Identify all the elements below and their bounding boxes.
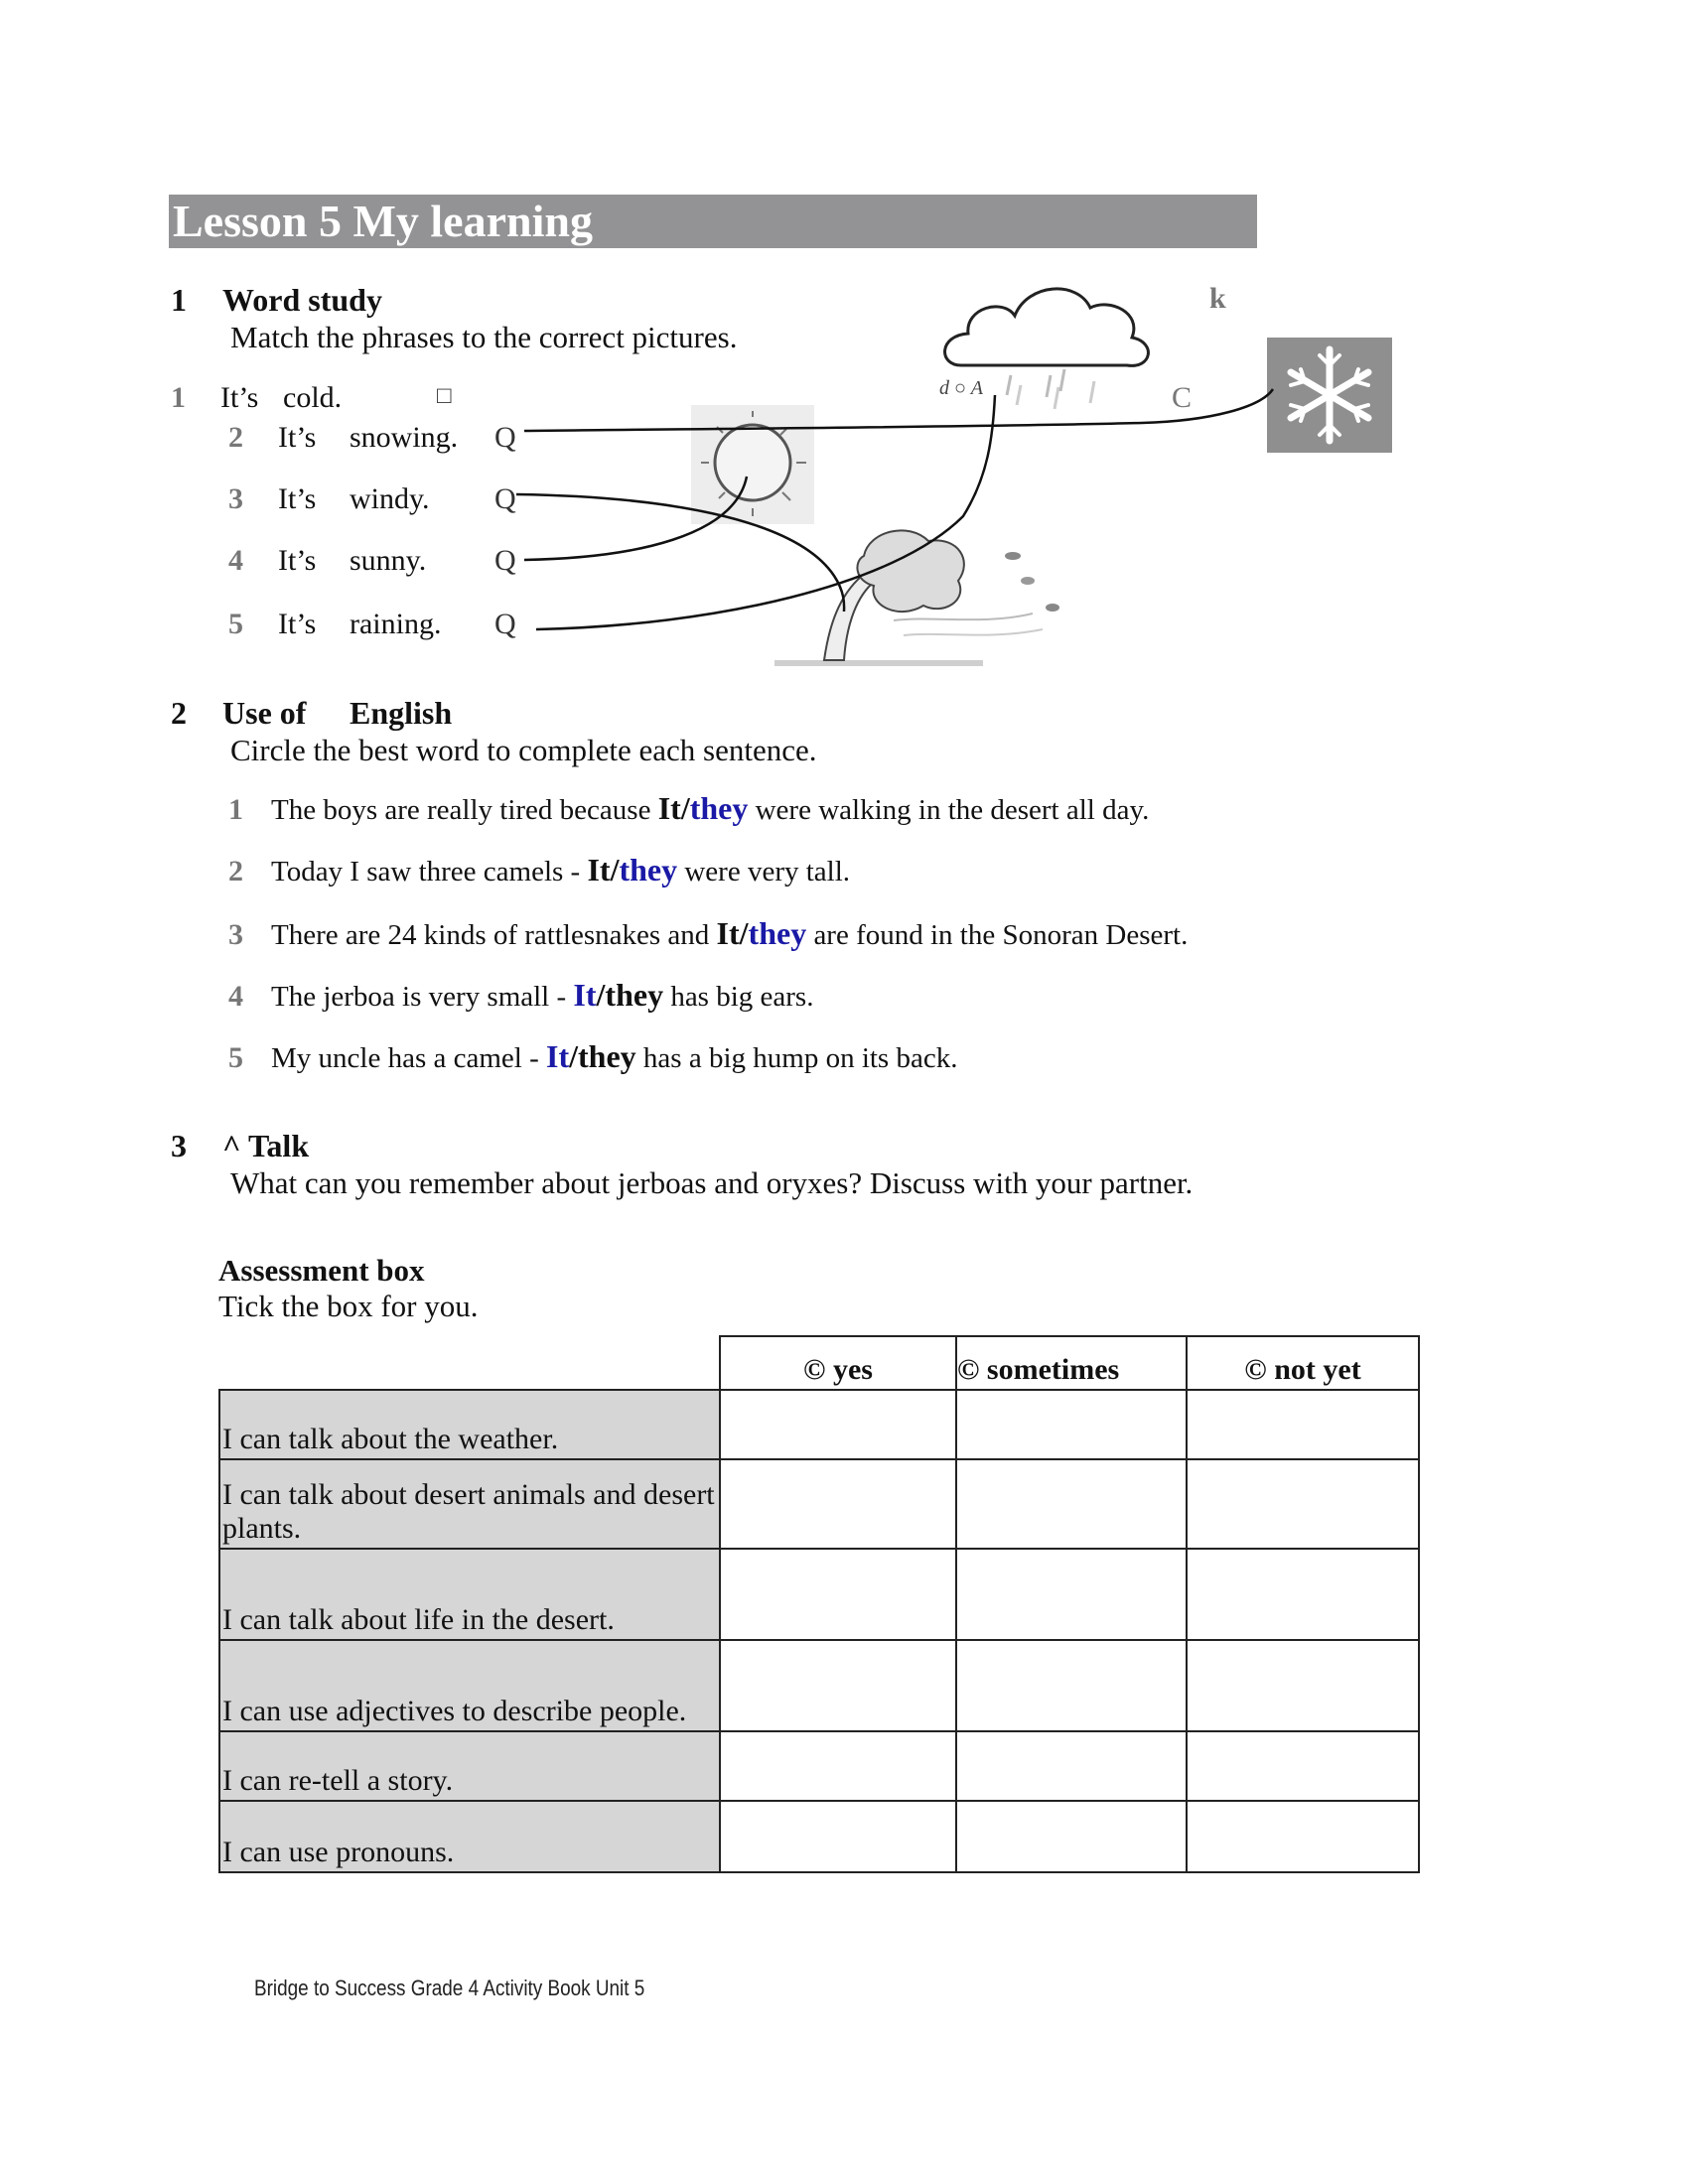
section-2-instruction: Circle the best word to complete each sentence. — [230, 733, 817, 767]
section-3-instruction: What can you remember about jerboas and oryxes? Discuss with your partner. — [230, 1165, 1194, 1200]
match-item-word: windy. — [350, 482, 430, 515]
sentence-before: There are 24 kinds of rattlesnakes and — [271, 919, 717, 951]
assessment-statement: I can talk about life in the desert. — [219, 1549, 720, 1640]
corner-letter-k: k — [1209, 282, 1226, 315]
sentence-after: are found in the Sonoran Desert. — [806, 919, 1189, 951]
assessment-row — [219, 1390, 1419, 1459]
choice-it[interactable]: It/ — [657, 790, 690, 826]
tick-box-not-yet[interactable] — [1187, 1731, 1419, 1801]
tick-box-yes[interactable] — [720, 1731, 956, 1801]
sentence-before: Today I saw three camels - — [271, 856, 588, 887]
match-item-its: It’s — [278, 544, 317, 577]
lesson-title: Lesson 5 My learning — [169, 195, 1257, 248]
section-1-instruction: Match the phrases to the correct pictures. — [230, 320, 738, 354]
match-marker[interactable]: Q — [494, 608, 516, 640]
section-2-number: 2 — [171, 695, 187, 731]
assessment-header-row — [219, 1336, 1419, 1390]
choice-they[interactable]: they — [689, 790, 749, 826]
assessment-row — [219, 1640, 1419, 1731]
choice-they[interactable]: /they — [596, 977, 664, 1013]
sentence-number: 4 — [228, 980, 243, 1013]
choice-they[interactable]: /they — [569, 1038, 636, 1074]
assessment-statement: I can use pronouns. — [219, 1801, 720, 1872]
match-item-its: It’s — [278, 482, 317, 515]
choice-it[interactable]: It — [573, 977, 597, 1013]
assessment-row — [219, 1731, 1419, 1801]
sentence-number: 3 — [228, 918, 243, 951]
tick-box-yes[interactable] — [720, 1640, 956, 1731]
section-3-number: 3 — [171, 1128, 187, 1163]
sentence-row — [228, 852, 850, 888]
match-item-its: It’s — [278, 608, 317, 640]
sentence-row — [228, 1038, 957, 1075]
tick-box-not-yet[interactable] — [1187, 1640, 1419, 1731]
choice-it[interactable]: It — [546, 1038, 570, 1074]
section-2-title-b: English — [350, 695, 453, 731]
assessment-statement: I can use adjectives to describe people. — [219, 1640, 720, 1731]
tick-box-yes[interactable] — [720, 1549, 956, 1640]
sentence-after: were very tall. — [677, 856, 851, 887]
sentence-row — [228, 915, 1188, 952]
match-item-word: sunny. — [350, 544, 427, 577]
tick-box-yes[interactable] — [720, 1390, 956, 1459]
choice-they[interactable]: they — [619, 852, 678, 887]
tick-box-sometimes[interactable] — [956, 1459, 1187, 1549]
sentence-before: The boys are really tired because — [271, 794, 658, 826]
sentence-before: The jerboa is very small - — [271, 981, 574, 1013]
match-item-word: snowing. — [350, 421, 459, 454]
tick-box-sometimes[interactable] — [956, 1801, 1187, 1872]
match-item-number: 3 — [228, 482, 243, 515]
snow-picture-label: C — [1172, 381, 1193, 414]
sentence-before: My uncle has a camel - — [271, 1042, 547, 1074]
choice-they[interactable]: they — [748, 915, 807, 951]
match-item-word: raining. — [350, 608, 442, 640]
tick-box-yes[interactable] — [720, 1801, 956, 1872]
column-header-yes: © yes — [720, 1336, 956, 1390]
column-header-sometimes: © sometimes — [956, 1336, 1187, 1390]
sentence-after: were walking in the desert all day. — [748, 794, 1150, 826]
tick-box-not-yet[interactable] — [1187, 1801, 1419, 1872]
assessment-statement: I can re-tell a story. — [219, 1731, 720, 1801]
match-marker[interactable]: Q — [494, 421, 516, 454]
assessment-table — [218, 1335, 1420, 1873]
match-checkbox[interactable]: □ — [437, 383, 452, 409]
assessment-instruction: Tick the box for you. — [218, 1289, 479, 1323]
snowflake-icon — [1267, 338, 1392, 453]
section-1-title: Word study — [222, 282, 382, 318]
match-item-number: 5 — [228, 608, 243, 640]
tick-box-sometimes[interactable] — [956, 1549, 1187, 1640]
assessment-statement: I can talk about desert animals and desert plants. — [219, 1459, 720, 1549]
match-marker[interactable]: Q — [494, 482, 516, 515]
match-item-number: 4 — [228, 544, 243, 577]
choice-it[interactable]: It/ — [716, 915, 749, 951]
sentence-row — [228, 977, 813, 1014]
match-item-its: It’s — [220, 381, 259, 414]
tick-box-sometimes[interactable] — [956, 1731, 1187, 1801]
weather-pictures — [0, 0, 1688, 715]
sentence-after: has a big hump on its back. — [635, 1042, 958, 1074]
tick-box-not-yet[interactable] — [1187, 1459, 1419, 1549]
match-marker[interactable]: Q — [494, 544, 516, 577]
sentence-number: 2 — [228, 855, 243, 887]
section-3-title: ^ Talk — [222, 1128, 310, 1163]
tick-box-sometimes[interactable] — [956, 1390, 1187, 1459]
column-header-not-yet: © not yet — [1187, 1336, 1419, 1390]
match-item-number: 1 — [171, 381, 186, 414]
match-item-word: cold. — [283, 381, 343, 414]
rain-picture-label: d ○ A — [939, 377, 983, 399]
assessment-row — [219, 1459, 1419, 1549]
sentence-after: has big ears. — [663, 981, 814, 1013]
assessment-row — [219, 1801, 1419, 1872]
sentence-number: 5 — [228, 1041, 243, 1074]
tick-box-sometimes[interactable] — [956, 1640, 1187, 1731]
section-1-number: 1 — [171, 282, 187, 318]
tick-box-yes[interactable] — [720, 1459, 956, 1549]
assessment-title: Assessment box — [218, 1253, 425, 1288]
page-footer: Bridge to Success Grade 4 Activity Book Unit 5 — [254, 1976, 645, 2000]
match-item-its: It’s — [278, 421, 317, 454]
sentence-row — [228, 790, 1149, 827]
sentence-number: 1 — [228, 793, 243, 826]
assessment-statement: I can talk about the weather. — [219, 1390, 720, 1459]
tick-box-not-yet[interactable] — [1187, 1390, 1419, 1459]
assessment-row — [219, 1549, 1419, 1640]
section-2-title-a: Use of — [222, 695, 307, 731]
sun-icon — [691, 405, 814, 524]
assessment-header-blank — [219, 1336, 720, 1390]
choice-it[interactable]: It/ — [587, 852, 620, 887]
tick-box-not-yet[interactable] — [1187, 1549, 1419, 1640]
match-item-number: 2 — [228, 421, 243, 454]
